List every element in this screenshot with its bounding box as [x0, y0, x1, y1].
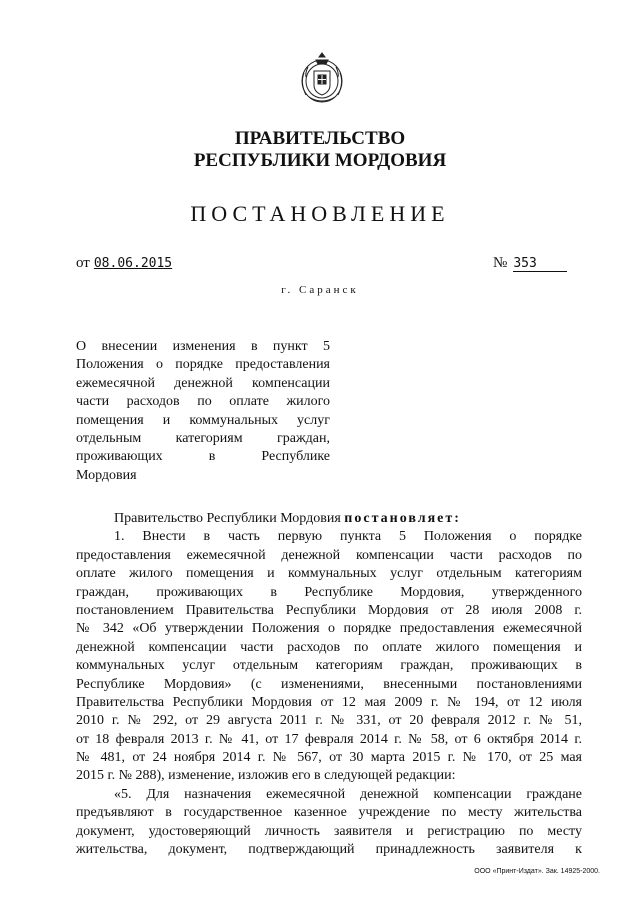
body-line: «5. Для назначения ежемесячной денежной компенсации граждане: [114, 786, 582, 802]
subject-line: части расходов по оплате жилого: [76, 394, 330, 410]
government-title-line2: РЕСПУБЛИКИ МОРДОВИЯ: [193, 150, 447, 171]
date-prefix: от: [76, 255, 90, 271]
subject-line: проживающих в Республике: [76, 449, 330, 465]
subject-line: помещения и коммунальных услуг: [76, 412, 330, 428]
intro-text: Правительство Республики Мордовия: [114, 511, 341, 526]
number-prefix: №: [493, 255, 508, 271]
body-line: Республике Мордовия» (с изменениями, внесенными постановлениями: [76, 676, 582, 692]
body-line: предъявляют в государственное казенное учреждение по месту жительства: [76, 805, 582, 821]
body-line: № 342 «Об утверждении Положения о порядке предоставления ежемесячной: [76, 621, 582, 637]
body-line: 2015 г. № 288), изменение, изложив его в следующей редакции:: [76, 768, 456, 784]
body-line: граждан, проживающих в Республике Мордовия, утвержденного: [76, 584, 582, 600]
intro-emphasis: постановляет:: [344, 511, 461, 526]
subject-line: ежемесячной денежной компенсации: [76, 375, 330, 391]
body-line: жительства, документ, подтверждающий принадлежность заявителя к: [76, 842, 582, 858]
document-subject: [76, 338, 330, 485]
number-value: 353: [513, 257, 567, 272]
subject-line: отдельным категориям граждан,: [76, 430, 330, 446]
body-line: от 18 февраля 2013 г. № 41, от 17 февраля 2014 г. № 58, от 6 октября 2014 г.: [76, 731, 582, 747]
body-line: предоставления ежемесячной денежной компенсации части расходов по: [76, 547, 582, 563]
printer-footer: ООО «Принт-Издат». Зак. 14925-2000.: [474, 868, 600, 875]
date-value: 08.06.2015: [93, 256, 173, 271]
document-type-title: ПОСТАНОВЛЕНИЕ: [190, 201, 450, 226]
body-line: № 481, от 24 ноября 2014 г. № 567, от 30 марта 2015 г. № 170, от 25 мая: [76, 750, 582, 766]
government-title-line1: ПРАВИТЕЛЬСТВО: [234, 128, 406, 149]
body-line: оплате жилого помещения и коммунальных услуг отдельным категориям: [76, 566, 582, 582]
number-row: [493, 255, 567, 272]
subject-line: О внесении изменения в пункт 5: [76, 339, 330, 354]
coat-of-arms-emblem: [299, 51, 345, 105]
city-label: г. Саранск: [281, 284, 359, 296]
body-intro: [76, 510, 582, 528]
subject-line: Мордовия: [76, 467, 137, 483]
date-row: [76, 255, 172, 272]
body-line: коммунальных услуг отдельным категориям граждан, проживающих в: [76, 658, 582, 674]
body-line: документ, удостоверяющий личность заявителя и регистрацию по месту: [76, 823, 582, 839]
document-body: [76, 510, 582, 859]
body-line: 1. Внести в часть первую пункта 5 Положения о порядке: [114, 529, 582, 545]
body-line: 2010 г. № 292, от 29 августа 2011 г. № 331, от 20 февраля 2012 г. № 51,: [76, 713, 582, 729]
body-line: постановлением Правительства Республики Мордовия от 28 июля 2008 г.: [76, 602, 582, 618]
body-line: денежной компенсации части расходов по оплате жилого помещения и: [76, 639, 582, 655]
body-line: Правительства Республики Мордовия от 12 мая 2009 г. № 194, от 12 июля: [76, 694, 582, 710]
subject-line: Положения о порядке предоставления: [76, 357, 330, 373]
